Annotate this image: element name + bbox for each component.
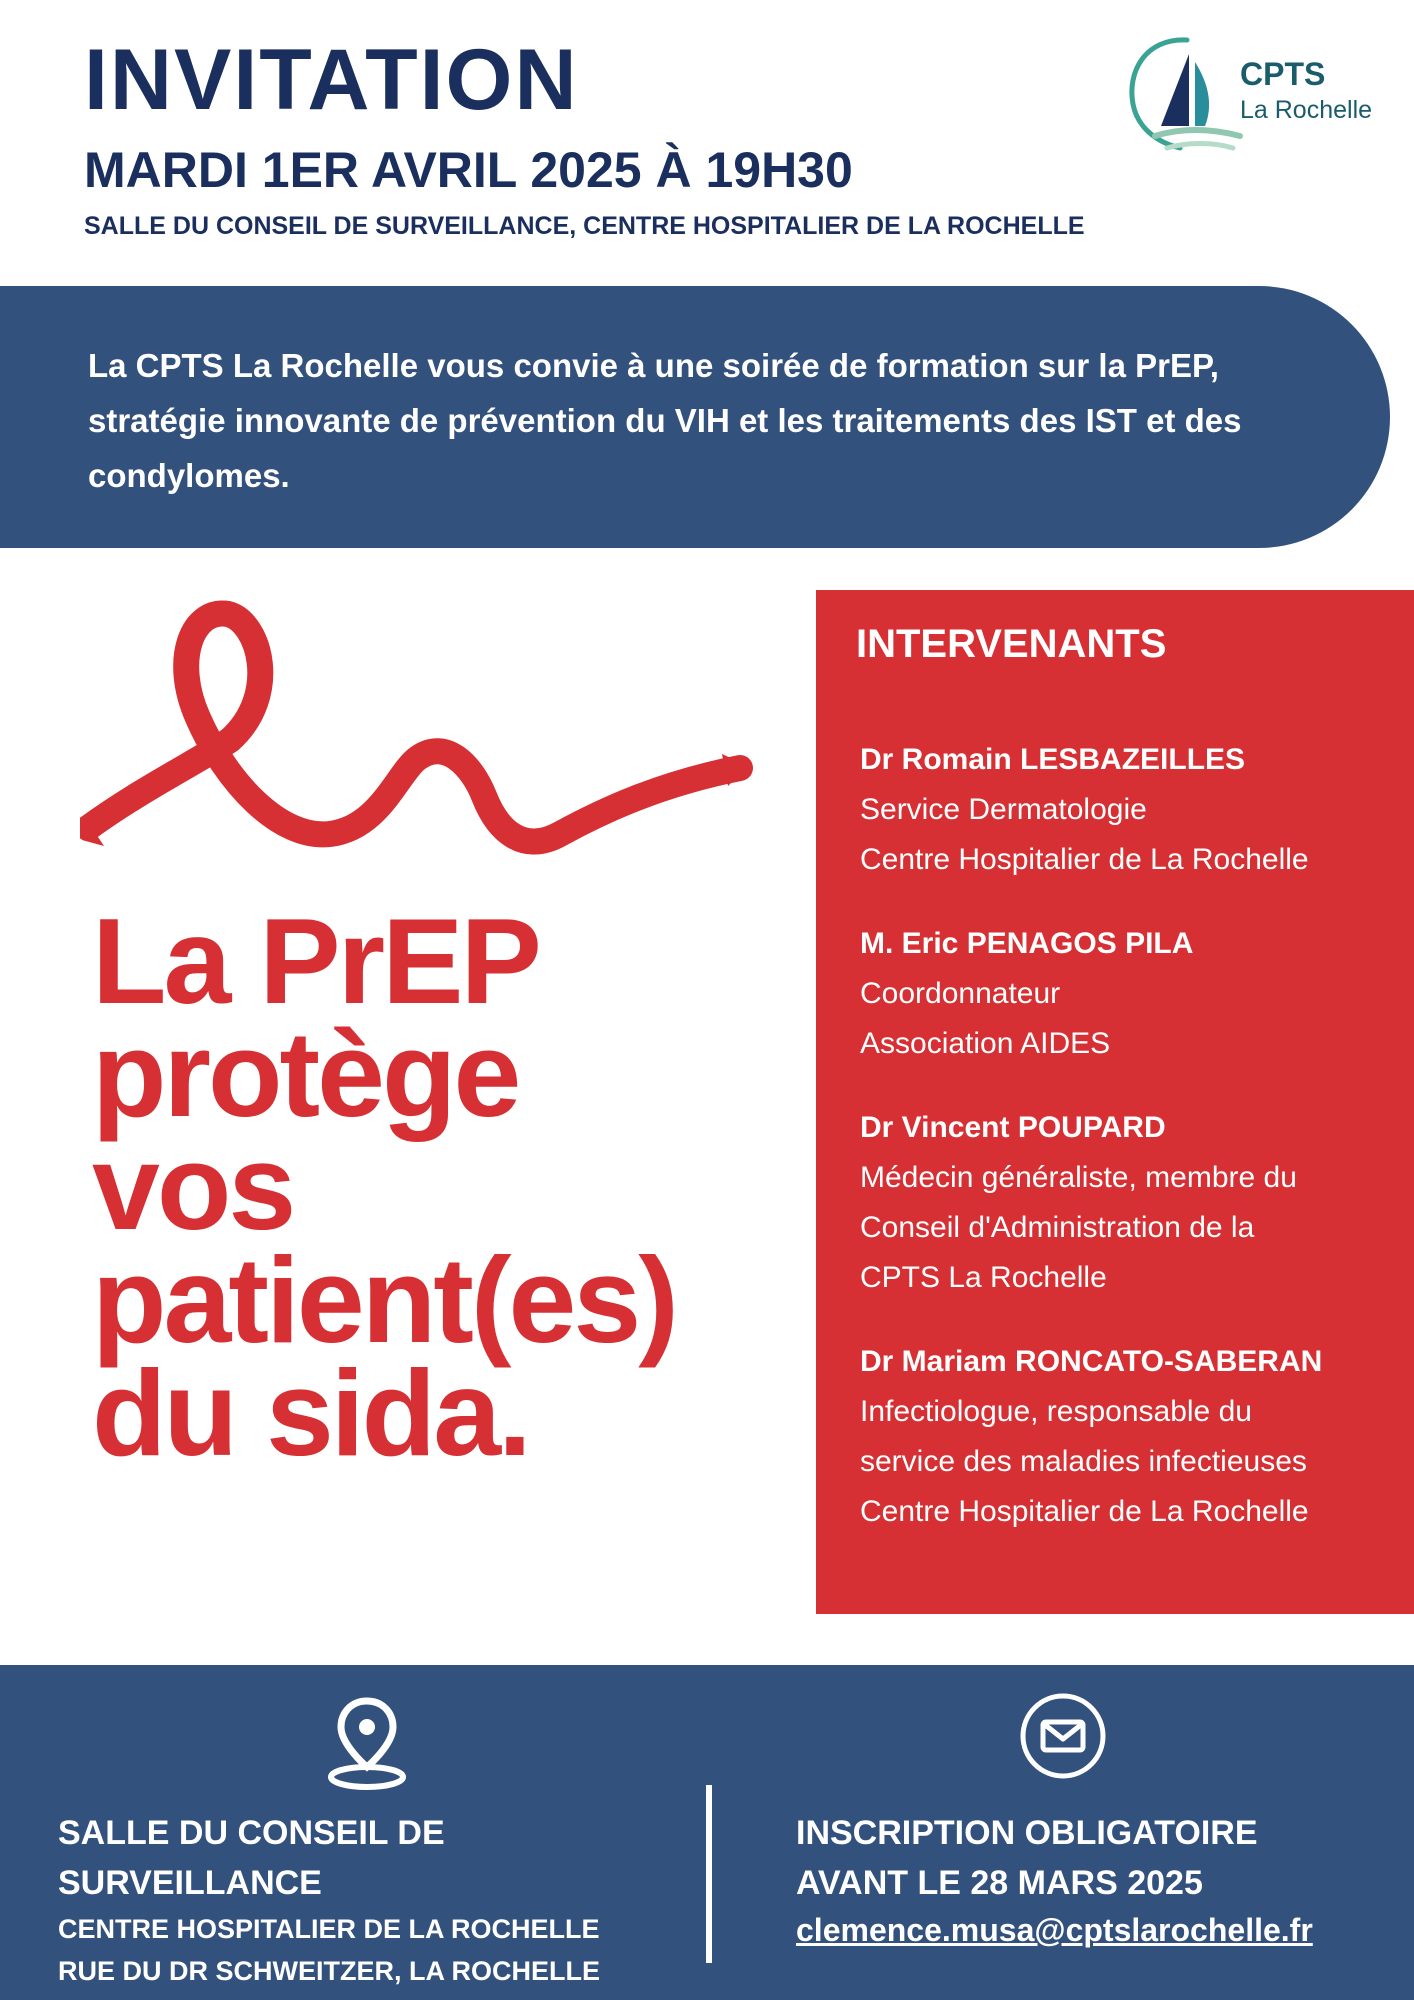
location-pin-icon (325, 1695, 409, 1791)
registration-deadline: AVANT LE 28 MARS 2025 (796, 1864, 1203, 1902)
footer-divider (706, 1785, 712, 1963)
speakers-panel (816, 590, 1414, 1614)
registration-email-link[interactable]: clemence.musa@cptslarochelle.fr (796, 1912, 1313, 1948)
speaker-affiliation: Association AIDES (860, 1027, 1111, 1060)
location-room: SALLE DU CONSEIL DE SURVEILLANCE (58, 1814, 445, 1902)
slogan-line: patient(es) (92, 1232, 676, 1368)
aids-ribbon-icon (80, 600, 760, 880)
speaker-role: Service Dermatologie (860, 793, 1147, 826)
slogan-line: La PrEP (92, 893, 539, 1029)
sail-logo-icon (1125, 32, 1245, 157)
speaker-role: service des maladies infectieuses (860, 1445, 1307, 1478)
speaker-card (860, 1103, 1400, 1303)
speaker-name: Dr Vincent POUPARD (860, 1111, 1166, 1144)
speaker-name: Dr Romain LESBAZEILLES (860, 743, 1246, 776)
speakers-title: INTERVENANTS (856, 622, 1167, 666)
footer-registration (796, 1808, 1396, 1952)
footer-location (58, 1808, 678, 1992)
slogan (92, 893, 792, 1481)
slogan-line: du sida. (92, 1345, 529, 1481)
event-venue: SALLE DU CONSEIL DE SURVEILLANCE, CENTRE HOSPITALIER DE LA ROCHELLE (84, 212, 1085, 240)
location-hospital: CENTRE HOSPITALIER DE LA ROCHELLE (58, 1914, 600, 1944)
slogan-line: protège (92, 1006, 519, 1142)
speaker-card (860, 919, 1400, 1069)
speaker-name: Dr Mariam RONCATO-SABERAN (860, 1345, 1323, 1378)
logo-name: CPTS (1240, 56, 1326, 92)
envelope-icon (1019, 1692, 1107, 1780)
cpts-logo (1125, 32, 1385, 157)
intro-banner (0, 286, 1390, 548)
speaker-affiliation: Centre Hospitalier de La Rochelle (860, 1495, 1309, 1528)
slogan-line: vos (92, 1119, 294, 1255)
location-address: RUE DU DR SCHWEITZER, LA ROCHELLE (58, 1956, 600, 1986)
speaker-card (860, 735, 1400, 885)
speaker-role: Coordonnateur (860, 977, 1061, 1010)
speaker-role: Conseil d'Administration de la (860, 1211, 1255, 1244)
speaker-affiliation: Centre Hospitalier de La Rochelle (860, 843, 1309, 876)
speaker-role: Médecin généraliste, membre du (860, 1161, 1297, 1194)
registration-required: INSCRIPTION OBLIGATOIRE (796, 1814, 1258, 1852)
speaker-role: Infectiologue, responsable du (860, 1395, 1252, 1428)
speaker-card (860, 1337, 1400, 1537)
invitation-title: INVITATION (84, 32, 579, 128)
speaker-affiliation: CPTS La Rochelle (860, 1261, 1107, 1294)
logo-city: La Rochelle (1240, 96, 1373, 124)
event-date: MARDI 1ER AVRIL 2025 À 19H30 (84, 142, 853, 198)
speaker-name: M. Eric PENAGOS PILA (860, 927, 1194, 960)
footer (0, 1665, 1414, 2000)
intro-text: La CPTS La Rochelle vous convie à une soirée de formation sur la PrEP, stratégie innovante de prévention du VIH et les traitements des IST et des condylomes. (88, 347, 1242, 494)
